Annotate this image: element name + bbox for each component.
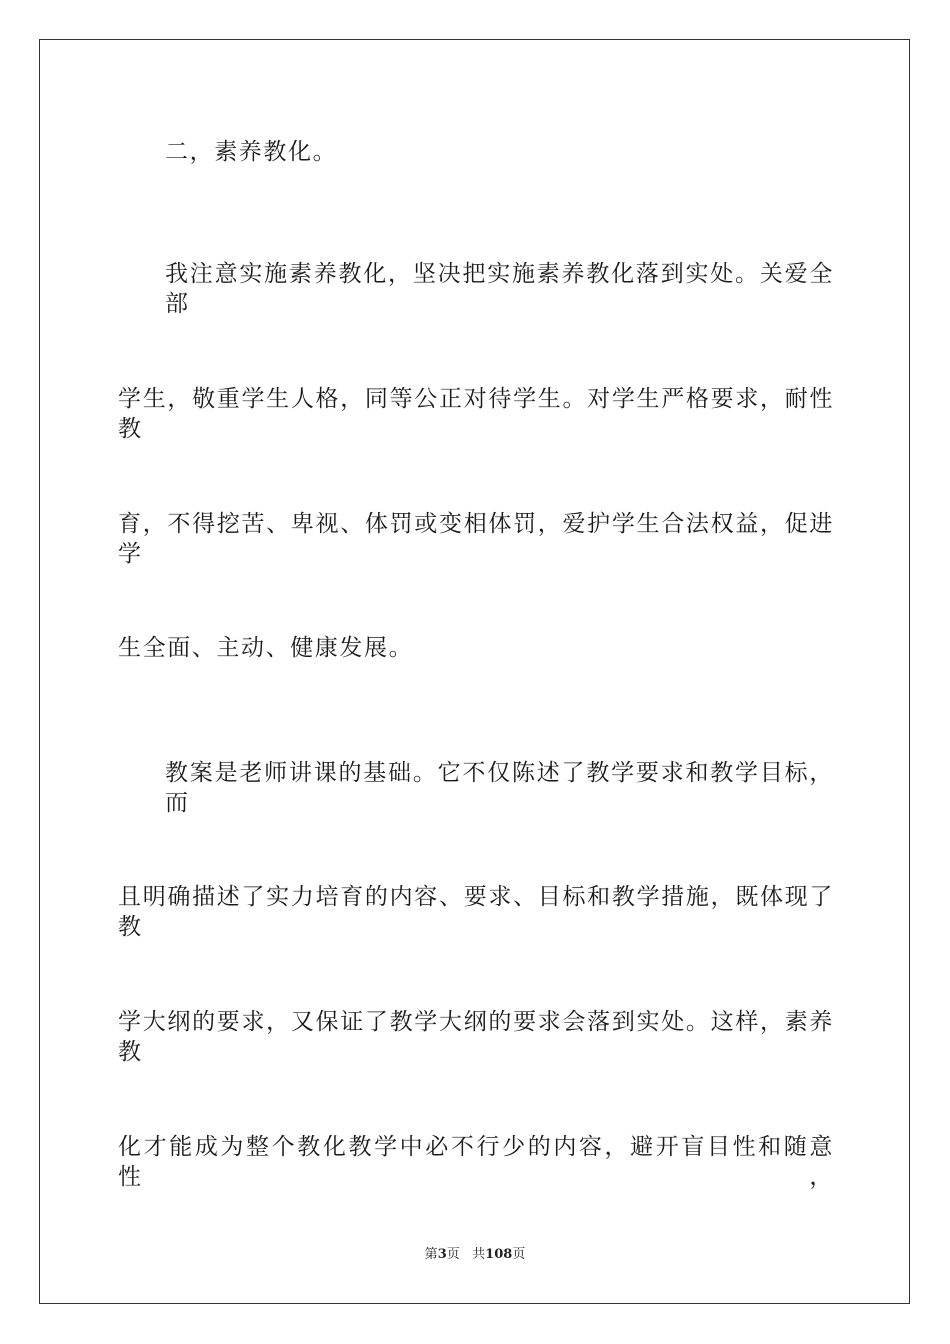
paragraph-line: 化才能成为整个教化教学中必不行少的内容，避开盲目性和随意性， bbox=[118, 1134, 834, 1190]
paragraph-line: 教案是老师讲课的基础。它不仅陈述了教学要求和教学目标，而 bbox=[165, 760, 834, 816]
total-prefix: 共 bbox=[472, 1247, 486, 1262]
paragraph-line: 且明确描述了实力培育的内容、要求、目标和教学措施，既体现了教 bbox=[118, 884, 834, 940]
paragraph-line: 生全面、主动、健康发展。 bbox=[118, 635, 414, 661]
page-footer bbox=[0, 1246, 950, 1264]
page-suffix: 页 bbox=[446, 1247, 460, 1262]
paragraph-line: 学大纲的要求，又保证了教学大纲的要求会落到实处。这样，素养教 bbox=[118, 1009, 834, 1065]
paragraph-line: 我注意实施素养教化，坚决把实施素养教化落到实处。关爱全部 bbox=[165, 261, 834, 317]
total-suffix: 页 bbox=[512, 1247, 526, 1262]
page-number: 3 bbox=[437, 1247, 447, 1262]
paragraph-line: 学生，敬重学生人格，同等公正对待学生。对学生严格要求，耐性教 bbox=[118, 386, 834, 442]
page-prefix: 第 bbox=[424, 1247, 438, 1262]
page-border bbox=[39, 39, 910, 1304]
paragraph-line: 育，不得挖苦、卑视、体罚或变相体罚，爱护学生合法权益，促进学 bbox=[118, 511, 834, 567]
section-heading: 二，素养教化。 bbox=[165, 139, 338, 165]
total-pages: 108 bbox=[485, 1247, 513, 1262]
